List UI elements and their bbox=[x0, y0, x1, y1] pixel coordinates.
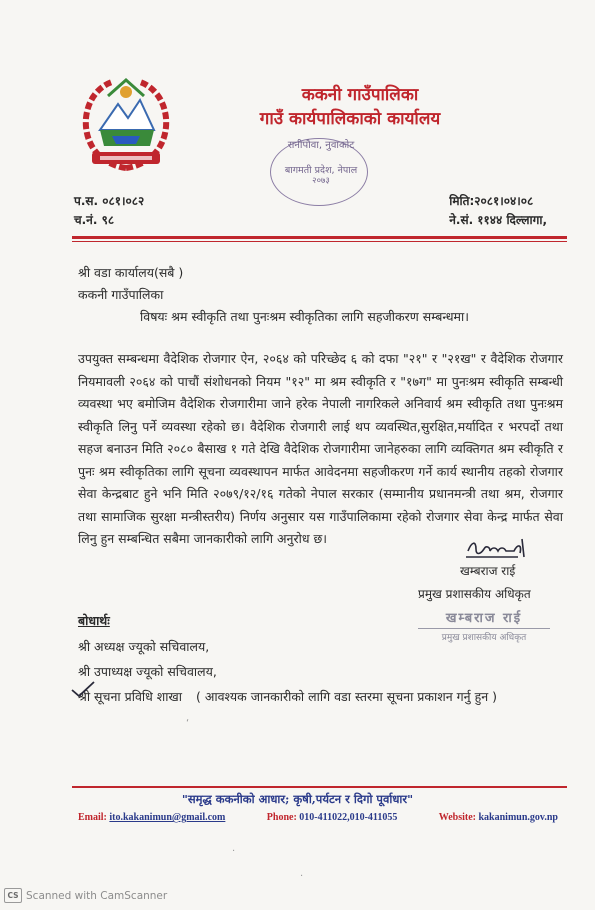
footer-motto: "समृद्ध ककनीको आधार; कृषी,पर्यटन र दिगो पूर्वाधार" bbox=[181, 792, 414, 806]
letter-body: उपयुक्त सम्बन्धमा वैदेशिक रोजगार ऐन, २०६४ को परिच्छेद ६ को दफा "२१" र "२१ख" र वैदेशिक रोजगार नियमावली २०६४ को पाचौं संशोधनको नियम "१२" मा श्रम स्वीकृति र "१७ग" मा पुनःश्रम स्वीकृति सम्बन्धी व्यवस्था भए बमोजिम वैदेशिक रोजगारीमा जाने हरेक नेपाली नागरिकले अनिवार्य श्रम स्वीकृति तथा पुनःश्रम स्वीकृति लिनु पर्ने व्यवस्था रहेको छ। वैदेशिक रोजगारी लाई थप व्यवस्थित,सुरक्षित,मर्यादित र भरपर्दो तथा सहज बनाउन मिति २०८० बैसाख १ गते देखि वैदेशिक रोजगारीमा जानेहरुका लागि व्यक्तिगत श्रम स्वीकृति र पुनः श्रम स्वीकृतिका लागि सूचना व्यवस्थापन मार्फत आवेदनमा सहजीकरण गर्ने कार्य स्थानीय तहको रोजगार सेवा केन्द्रबाट हुने भनि मिति २०७९/१२/१६ गतेको नेपाल सरकार (सम्मानीय प्रधानमन्त्री तथा श्रम, रोजगार तथा सामाजिक सुरक्षा मन्त्रीस्तरीय) निर्णय अनुसार यस गाउँपालिकामा रहेको रोजगार सेवा केन्द्र मार्फत सेवा लिनु हुन सम्बन्धित सबैमा जानकारीको लागि अनुरोध छ। bbox=[78, 351, 563, 546]
website-label: Website: bbox=[438, 812, 476, 823]
signatory-stamp-name: खम्बराज राई bbox=[445, 611, 523, 626]
signatory-name: खम्बराज राई bbox=[460, 564, 516, 578]
footer-contacts bbox=[78, 812, 558, 823]
reference-number: प.स. ०८१।०८२ bbox=[74, 194, 145, 208]
letter-date: मिति:२०८१।०४।०८ bbox=[449, 194, 534, 208]
camscanner-text: Scanned with CamScanner bbox=[26, 889, 168, 902]
footer-email bbox=[78, 812, 225, 823]
nepal-emblem-icon bbox=[78, 72, 174, 180]
footer-divider bbox=[72, 786, 567, 788]
office-title: गाउँ कार्यपालिकाको कार्यालय bbox=[259, 109, 441, 129]
reference-block bbox=[74, 192, 144, 230]
camscanner-watermark bbox=[4, 888, 167, 903]
signatory-title: प्रमुख प्रशासकीय अधिकृत bbox=[418, 587, 531, 601]
phone-number: 010-411022,010-411055 bbox=[299, 812, 398, 823]
addressee-line-2: ककनी गाउँपालिका bbox=[78, 287, 164, 302]
footer-phone bbox=[267, 812, 398, 823]
email-link[interactable]: ito.kakanimun@gmail.com bbox=[109, 812, 226, 823]
scan-speck: . bbox=[300, 868, 304, 879]
nepal-sambat-date: ने.सं. ११४४ दिल्लागा, bbox=[449, 213, 547, 227]
header-divider-thin bbox=[72, 241, 567, 242]
municipality-name: ककनी गाउँपालिका bbox=[301, 85, 419, 105]
camscanner-logo-icon: CS bbox=[4, 888, 22, 903]
scan-speck: . bbox=[232, 843, 236, 854]
stamp-line-1: रानीपौवा, नुवाकोट bbox=[287, 140, 355, 151]
addressee bbox=[78, 262, 183, 306]
signatory-stamp-title: प्रमुख प्रशासकीय अधिकृत bbox=[418, 628, 550, 643]
cc-item bbox=[78, 634, 497, 659]
website-link[interactable]: kakanimun.gov.np bbox=[478, 812, 558, 823]
cc-item bbox=[78, 684, 497, 709]
dispatch-number: च.नं. ९८ bbox=[74, 213, 115, 227]
scan-speck: ‘ bbox=[186, 718, 190, 729]
cc-item-note: ( आवश्यक जानकारीको लागि वडा स्तरमा सूचना प्रकाशन गर्नु हुन ) bbox=[195, 689, 498, 704]
cc-list bbox=[78, 634, 497, 709]
cc-item-label: श्री सूचना प्रविधि शाखा bbox=[78, 689, 182, 704]
letter-subject: विषयः श्रम स्वीकृति तथा पुनःश्रम स्वीकृतिका लागि सहजीकरण सम्बन्धमा। bbox=[140, 309, 469, 324]
cc-item-label: श्री उपाध्यक्ष ज्यूको सचिवालय, bbox=[78, 664, 217, 679]
footer-website bbox=[439, 812, 558, 823]
handwritten-tick-icon bbox=[70, 680, 96, 698]
office-stamp bbox=[262, 132, 380, 224]
header-divider bbox=[72, 236, 567, 239]
office-name bbox=[180, 84, 520, 132]
stamp-line-2: बागमती प्रदेश, नेपाल bbox=[284, 165, 358, 176]
cc-item bbox=[78, 659, 497, 684]
email-label: Email: bbox=[78, 812, 107, 823]
stamp-line-3: २०७३ bbox=[312, 176, 330, 186]
handwritten-signature-icon bbox=[462, 535, 542, 561]
addressee-line-1: श्री वडा कार्यालय(सबै ) bbox=[78, 265, 184, 280]
cc-item-label: श्री अध्यक्ष ज्यूको सचिवालय, bbox=[78, 639, 210, 654]
phone-label: Phone: bbox=[266, 812, 297, 823]
cc-heading: बोधार्थः bbox=[78, 613, 110, 628]
date-block bbox=[449, 192, 547, 230]
